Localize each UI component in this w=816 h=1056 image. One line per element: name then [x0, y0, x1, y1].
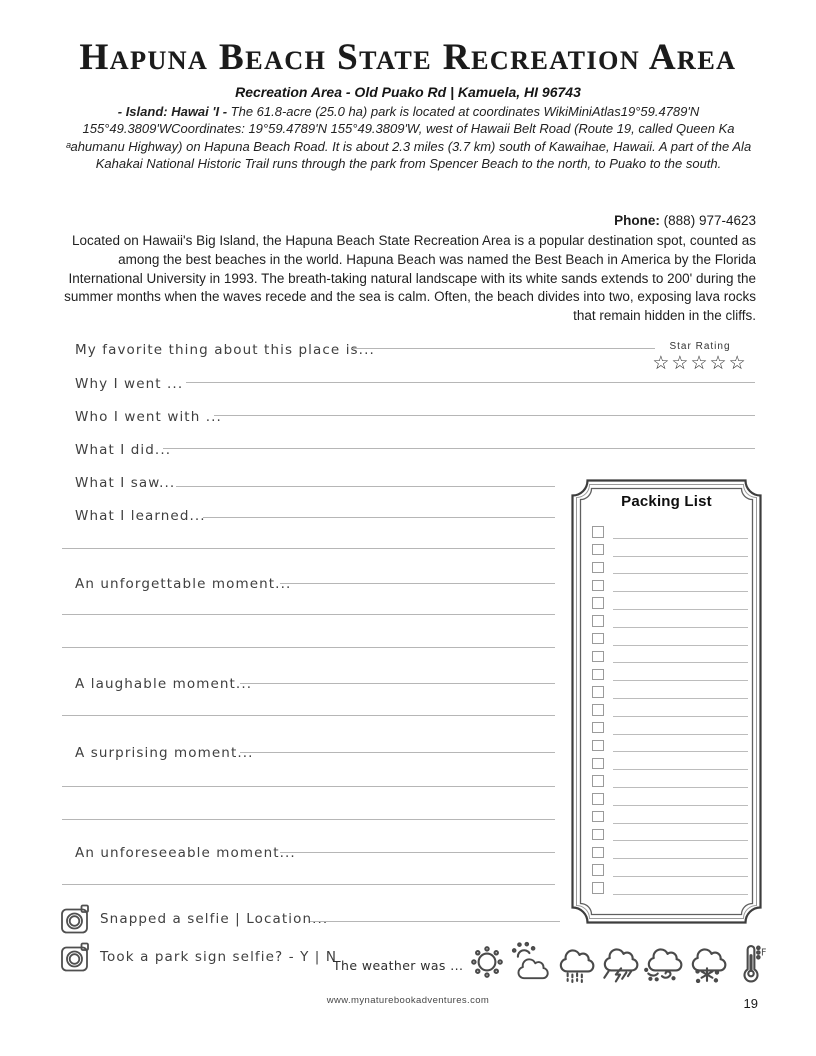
packing-row [592, 541, 750, 559]
camera-icon [60, 903, 92, 935]
packing-checkbox[interactable] [592, 793, 604, 805]
unforeseeable-label: An unforeseeable moment... [75, 845, 296, 861]
weather-icon-rain[interactable] [554, 941, 596, 983]
packing-row [592, 790, 750, 808]
laughable-label: A laughable moment... [75, 676, 253, 692]
who-label: Who I went with ... [75, 409, 222, 425]
unforeseeable-input-line[interactable] [280, 852, 555, 853]
weather-icon-partly-cloudy[interactable] [510, 941, 552, 983]
did-label: What I did... [75, 442, 172, 458]
packing-row [592, 523, 750, 541]
star-icon[interactable]: ☆ [652, 352, 672, 374]
camera-icon [60, 941, 92, 973]
packing-item-line[interactable] [613, 627, 748, 628]
learned-label: What I learned... [75, 508, 206, 524]
packing-item-line[interactable] [613, 751, 748, 752]
favorite-input-line[interactable] [352, 348, 655, 349]
packing-row [592, 861, 750, 879]
unforgettable-label: An unforgettable moment... [75, 576, 292, 592]
unforgettable-extra-line-2[interactable] [62, 647, 555, 648]
park-sign-selfie-label[interactable]: Took a park sign selfie? - Y | N [100, 949, 338, 965]
packing-item-line[interactable] [613, 840, 748, 841]
packing-checkbox[interactable] [592, 526, 604, 538]
packing-row [592, 719, 750, 737]
packing-checkbox[interactable] [592, 651, 604, 663]
packing-row [592, 683, 750, 701]
saw-input-line[interactable] [176, 486, 555, 487]
packing-row [592, 754, 750, 772]
packing-checkbox[interactable] [592, 775, 604, 787]
packing-item-line[interactable] [613, 769, 748, 770]
surprising-label: A surprising moment... [75, 745, 254, 761]
did-input-line[interactable] [163, 448, 755, 449]
svg-text:F: F [760, 947, 767, 959]
packing-item-line[interactable] [613, 858, 748, 859]
packing-checkbox[interactable] [592, 615, 604, 627]
park-description [62, 103, 755, 172]
packing-checkbox[interactable] [592, 686, 604, 698]
star-icon[interactable]: ☆ [671, 352, 691, 374]
packing-item-line[interactable] [613, 894, 748, 895]
packing-checkbox[interactable] [592, 562, 604, 574]
packing-item-line[interactable] [613, 698, 748, 699]
address-subtitle: Recreation Area - Old Puako Rd | Kamuela, HI 96743 [235, 84, 581, 100]
why-label: Why I went ... [75, 376, 184, 392]
weather-options [466, 941, 772, 983]
selfie-label: Snapped a selfie | Location... [100, 911, 329, 927]
learned-extra-line[interactable] [62, 548, 555, 549]
selfie-location-line[interactable] [310, 921, 560, 922]
packing-row [592, 612, 750, 630]
star-icon[interactable]: ☆ [690, 352, 710, 374]
star-rating-stars[interactable] [645, 352, 755, 374]
laughable-input-line[interactable] [240, 683, 555, 684]
about-paragraph: Located on Hawaii's Big Island, the Hapuna Beach State Recreation Area is a popular destination spot, counted as among the best beaches in the world. Hapuna Beach was named the Best Beach in America by the Florida International University in 1993. The breath-taking natural landscape with its white sands extends to 200' during the summer months when the waves recede and the sea is calm. Often, the beach divides into two, exposing lava rocks that remain hidden in the cliffs. [64, 233, 756, 324]
packing-row [592, 630, 750, 648]
packing-checkbox[interactable] [592, 580, 604, 592]
surprising-extra-line-2[interactable] [62, 819, 555, 820]
phone-label: Phone: [614, 213, 660, 228]
packing-item-line[interactable] [613, 787, 748, 788]
packing-item-line[interactable] [613, 734, 748, 735]
weather-icon-wind[interactable] [642, 941, 684, 983]
packing-row [592, 808, 750, 826]
page-number: 19 [743, 996, 758, 1011]
packing-checkbox[interactable] [592, 882, 604, 894]
packing-item-line[interactable] [613, 538, 748, 539]
phone-number: (888) 977-4623 [663, 213, 756, 228]
unforeseeable-extra-line[interactable] [62, 884, 555, 885]
star-icon[interactable]: ☆ [709, 352, 729, 374]
packing-item-line[interactable] [613, 662, 748, 663]
weather-icon-thunderstorm[interactable] [598, 941, 640, 983]
packing-checkbox[interactable] [592, 597, 604, 609]
packing-checkbox[interactable] [592, 811, 604, 823]
packing-item-line[interactable] [613, 556, 748, 557]
packing-row [592, 737, 750, 755]
packing-checkbox[interactable] [592, 544, 604, 556]
packing-row [592, 594, 750, 612]
packing-checkbox[interactable] [592, 847, 604, 859]
packing-checkbox[interactable] [592, 740, 604, 752]
packing-row [592, 826, 750, 844]
packing-item-line[interactable] [613, 680, 748, 681]
packing-checkbox[interactable] [592, 722, 604, 734]
packing-row [592, 576, 750, 594]
page-title: Hapuna Beach State Recreation Area [79, 37, 737, 78]
packing-row [592, 772, 750, 790]
packing-item-line[interactable] [613, 609, 748, 610]
packing-row [592, 701, 750, 719]
packing-list-rows [592, 523, 750, 897]
laughable-extra-line[interactable] [62, 715, 555, 716]
weather-icon-snow[interactable] [686, 941, 728, 983]
weather-icon-sun[interactable] [466, 941, 508, 983]
packing-item-line[interactable] [613, 716, 748, 717]
packing-item-line[interactable] [613, 805, 748, 806]
why-input-line[interactable] [186, 382, 755, 383]
packing-item-line[interactable] [613, 591, 748, 592]
saw-label: What I saw... [75, 475, 176, 491]
learned-input-line[interactable] [203, 517, 555, 518]
who-input-line[interactable] [214, 415, 755, 416]
packing-item-line[interactable] [613, 645, 748, 646]
packing-row [592, 665, 750, 683]
island-lead: - Island: Hawai 'I - [117, 104, 228, 119]
surprising-extra-line-1[interactable] [62, 786, 555, 787]
packing-row [592, 843, 750, 861]
packing-row [592, 559, 750, 577]
packing-checkbox[interactable] [592, 758, 604, 770]
packing-checkbox[interactable] [592, 704, 604, 716]
packing-list-title: Packing List [621, 493, 712, 510]
weather-label: The weather was ... [333, 958, 464, 973]
star-icon[interactable]: ☆ [728, 352, 748, 374]
packing-item-line[interactable] [613, 823, 748, 824]
packing-checkbox[interactable] [592, 829, 604, 841]
packing-item-line[interactable] [613, 876, 748, 877]
surprising-input-line[interactable] [240, 752, 555, 753]
packing-checkbox[interactable] [592, 669, 604, 681]
unforgettable-extra-line-1[interactable] [62, 614, 555, 615]
unforgettable-input-line[interactable] [280, 583, 555, 584]
packing-checkbox[interactable] [592, 864, 604, 876]
description-text: The 61.8-acre (25.0 ha) park is located at coordinates WikiMiniAtlas19°59.4789'N 155°49.3809'WCoordinates: 19°59.4789'N 155°49.3809'W, west of Hawaii Belt Road (Route 19, called Queen Ka ᵃahumanu Highway) on Hapuna Beach Road. It is about 2.3 miles (3.7 km) south of Kawaihae, Hawaii. A part of the Ala Kahakai National Historic Trail runs through the park from Spencer Beach to the north, to Puako to the south. [65, 104, 752, 171]
packing-item-line[interactable] [613, 573, 748, 574]
packing-checkbox[interactable] [592, 633, 604, 645]
packing-row [592, 648, 750, 666]
favorite-label: My favorite thing about this place is... [75, 342, 375, 358]
star-rating-label: Star Rating [669, 341, 731, 352]
weather-icon-thermometer[interactable] [730, 941, 772, 983]
footer-url: www.mynaturebookadventures.com [326, 995, 490, 1006]
packing-row [592, 879, 750, 897]
phone-line [62, 213, 756, 228]
